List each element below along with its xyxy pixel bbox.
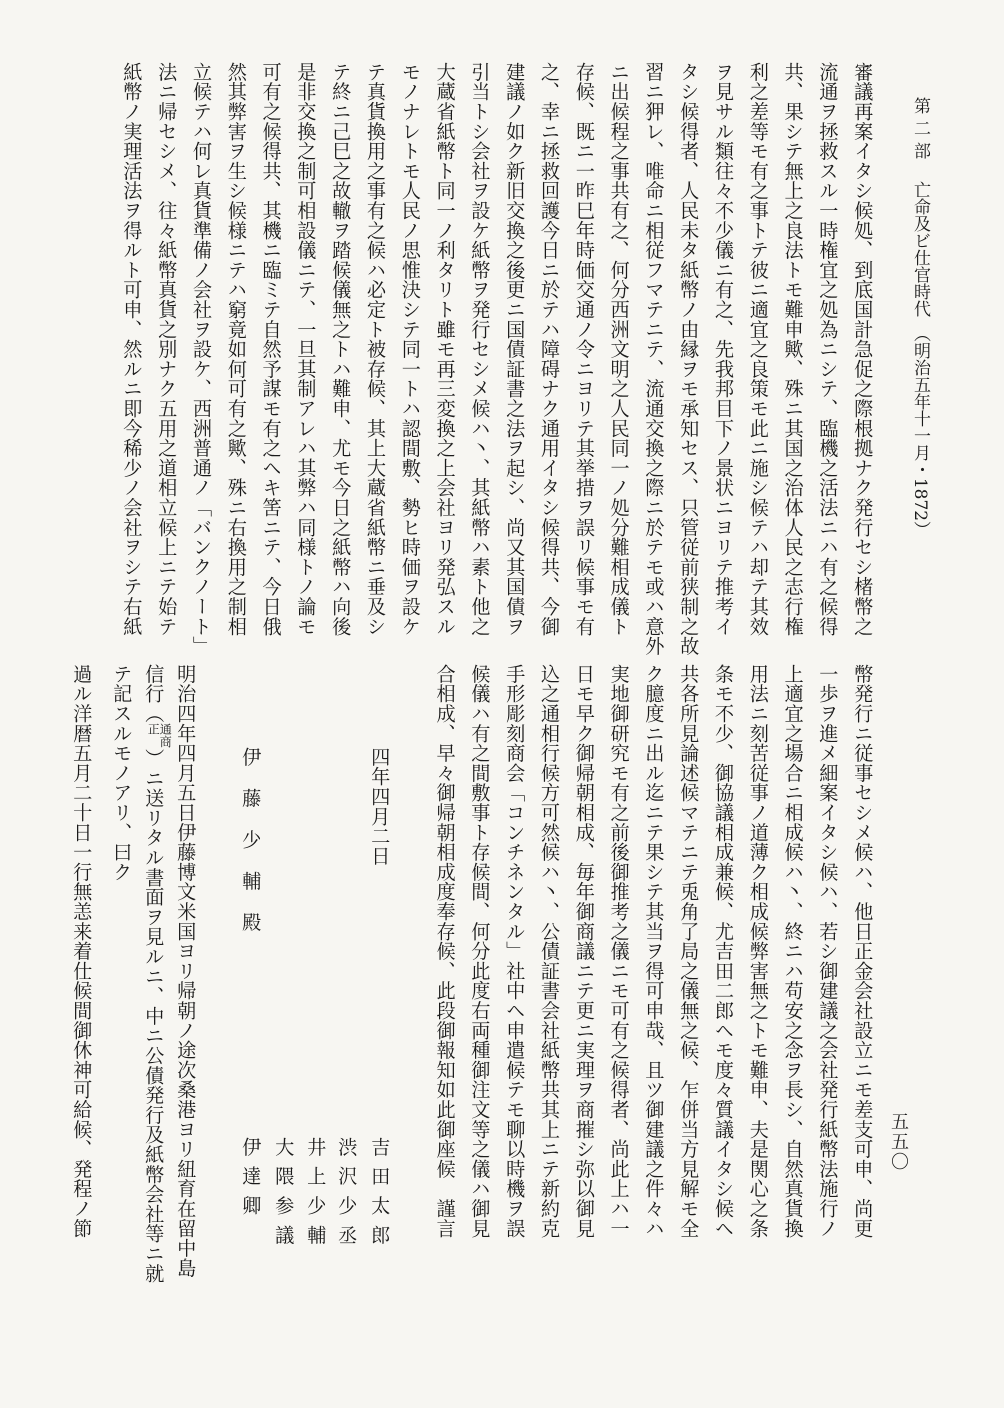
lower-column: 候儀ハ有之間敷事ト存候間、何分此度右両種御注文等之儀ハ御見	[468, 664, 492, 1239]
upper-column: 利之差等モ有之事トテ彼ニ適宜之良策モ此ニ施シ候テハ却テ其效	[746, 62, 770, 637]
upper-column: ニ出候程之事共有之、何分西洲文明之人民同一ノ処分難相成儀ト	[607, 62, 631, 637]
lower-column: ク臆度ニ出ル迄ニテ果シテ其当ヲ得可申哉、且ツ御建議之件々ハ	[642, 664, 666, 1239]
upper-column: 大蔵省紙幣ト同一ノ利タリト雖モ再三変換之上会社ヨリ発弘スル	[433, 62, 457, 637]
signatory: 渋 沢 少 丞	[335, 1137, 359, 1247]
narrative-line-3: テ記スルモノアリ、曰ク	[110, 664, 134, 882]
upper-column: 流通ヲ拯救スル一時権宜之処為ニシテ、臨機之活法ニハ有之候得	[816, 62, 840, 637]
upper-column: 引当トシ会社ヲ設ケ紙幣ヲ発行セシメ候ハ丶、其紙幣ハ素ト他之	[468, 62, 492, 637]
lower-column: 用法ニ刻苦従事ノ道薄ク相成候弊害無之トモ難申、夫是関心之条	[746, 664, 770, 1239]
lower-column: 上適宜之場合ニ相成候ハ丶、終ニハ苟安之念ヲ長シ、自然真貨換	[781, 664, 805, 1239]
signatory: 大 隈 参 議	[272, 1137, 296, 1247]
lower-column: 日モ早ク御帰朝相成、毎年御商議ニテ更ニ実理ヲ商摧シ弥以御見	[572, 664, 596, 1239]
upper-column: 可有之候得共、其機ニ臨ミテ自然予謀モ有之ヘキ筈ニテ、今日俄	[259, 62, 283, 637]
lower-column: 幣発行ニ従事セシメ候ハ、他日正金会社設立ニモ差支可申、尚更	[851, 664, 875, 1239]
signatory: 吉 田 太 郎	[368, 1137, 392, 1247]
upper-column: 之、幸ニ拯救回護今日ニ於テハ障碍ナク通用イタシ候得共、今御	[538, 62, 561, 637]
letter-addressee: 伊 藤 少 輔 殿	[239, 747, 263, 940]
lower-column: 条モ不少、御協議相成兼候、尤吉田二郎ヘモ度々質議イタシ候ヘ	[712, 664, 735, 1239]
lower-column: 一歩ヲ進メ細案イタシ候ハ、若シ御建議之会社発行紙幣法施行ノ	[816, 664, 840, 1239]
upper-column: テ真貨換用之事有之候ハ必定ト被存候、其上大蔵省紙幣ニ垂及シ	[364, 62, 387, 637]
page-number: 五五〇	[888, 1112, 909, 1172]
narrative-line-4: 過ル洋暦五月二十日一行無恙来着仕候間御休神可給候、発程ノ節	[70, 664, 94, 1239]
narrative-line-1: 明治四年四月五日伊藤博文米国ヨリ帰朝ノ途次桑港ヨリ紐育在留中島	[174, 664, 198, 1278]
letter-date: 四年四月二日	[368, 747, 392, 866]
lower-column: 共各所見論述候マテニテ兎角了局之儀無之候、乍併当方見解モ全	[677, 664, 701, 1239]
signatory: 伊 達 卿	[239, 1137, 263, 1217]
narrative-line-2-prefix: 信行	[142, 664, 166, 704]
narrative-line-2-suffix: ニ送リタル書面ヲ見ルニ、中ニ公債発行及紙幣会社等ニ就	[142, 768, 166, 1284]
narrative-line-2: 信行（通商 正）ニ送リタル書面ヲ見ルニ、中ニ公債発行及紙幣会社等ニ就	[142, 664, 173, 1284]
upper-column: 是非交換之制可相設儀ニテ、一旦其制アレハ其弊ハ同様トノ論モ	[294, 62, 318, 637]
upper-column: タシ候得者、人民未タ紙幣ノ由縁ヲモ承知セス、只管従前狭制之故	[677, 62, 701, 656]
lower-column: 手形彫刻商会「コンチネンタル」社中ヘ申遣候テモ聊以時機ヲ誤	[503, 664, 527, 1239]
upper-column: 立候テハ何レ真貨準備ノ会社ヲ設ケ、西洲普通ノ「バンクノート」	[190, 62, 213, 656]
annotation-note-bottom: 正	[146, 723, 161, 737]
upper-column: 審議再案イタシ候処、到底国計急促之際根拠ナク発行セシ楮幣之	[851, 62, 875, 637]
upper-column: ヲ見サル類往々不少儀ニ有之、先我邦目下ノ景状ニヨリテ推考イ	[712, 62, 735, 637]
upper-column: 習ニ狎レ、唯命ニ相従フマテニテ、流通交換之際ニ於テモ或ハ意外	[642, 62, 666, 656]
header-date: （明治五年十一月・1872）	[910, 324, 930, 539]
upper-column: 存候、既ニ一昨巳年時価交通ノ令ニヨリテ其挙措ヲ誤リ候事モ有	[572, 62, 596, 637]
lower-column: 込之通相行候方可然候ハ丶、公債証書会社紙幣共其上ニテ新約克	[538, 664, 561, 1239]
part-label: 第 二 部	[910, 97, 930, 159]
chapter-title: 亡命及ビ仕官時代	[910, 180, 930, 317]
annotation-note-top: 通商	[158, 723, 173, 749]
upper-column: 共、果シテ無上之良法トモ難申歟、殊ニ其国之治体人民之志行権	[781, 62, 805, 637]
signatory: 井 上 少 輔	[304, 1137, 328, 1247]
upper-column: 法ニ帰セシメ、往々紙幣真貨之別ナク五用之道相立候上ニテ始テ	[155, 62, 179, 637]
upper-column: 然其弊害ヲ生シ候様ニテハ窮竟如何可有之歟、殊ニ右換用之制相	[224, 62, 248, 637]
annotation-note	[147, 723, 171, 748]
lower-column: 合相成、早々御帰朝相成度奉存候、此段御報知如此御座候 謹言	[433, 664, 457, 1239]
running-header	[911, 97, 928, 538]
upper-column: テ終ニ己巳之故轍ヲ踏候儀無之トハ難申、尤モ今日之紙幣ハ向後	[329, 62, 353, 637]
upper-column: モノナレトモ人民ノ思惟決シテ同一トハ認間敷、勢ヒ時価ヲ設ケ	[398, 62, 422, 637]
upper-column: 建議ノ如ク新旧交換之後更ニ国債証書之法ヲ起シ、尚又其国債ヲ	[503, 62, 527, 637]
upper-column: 紙幣ノ実理活法ヲ得ルト可申、然ルニ即今稀少ノ会社ヲシテ右紙	[120, 62, 144, 637]
lower-column: 実地御研究モ有之前後御推考之儀ニモ可有之候得者、尚此上ハ一	[607, 664, 631, 1239]
